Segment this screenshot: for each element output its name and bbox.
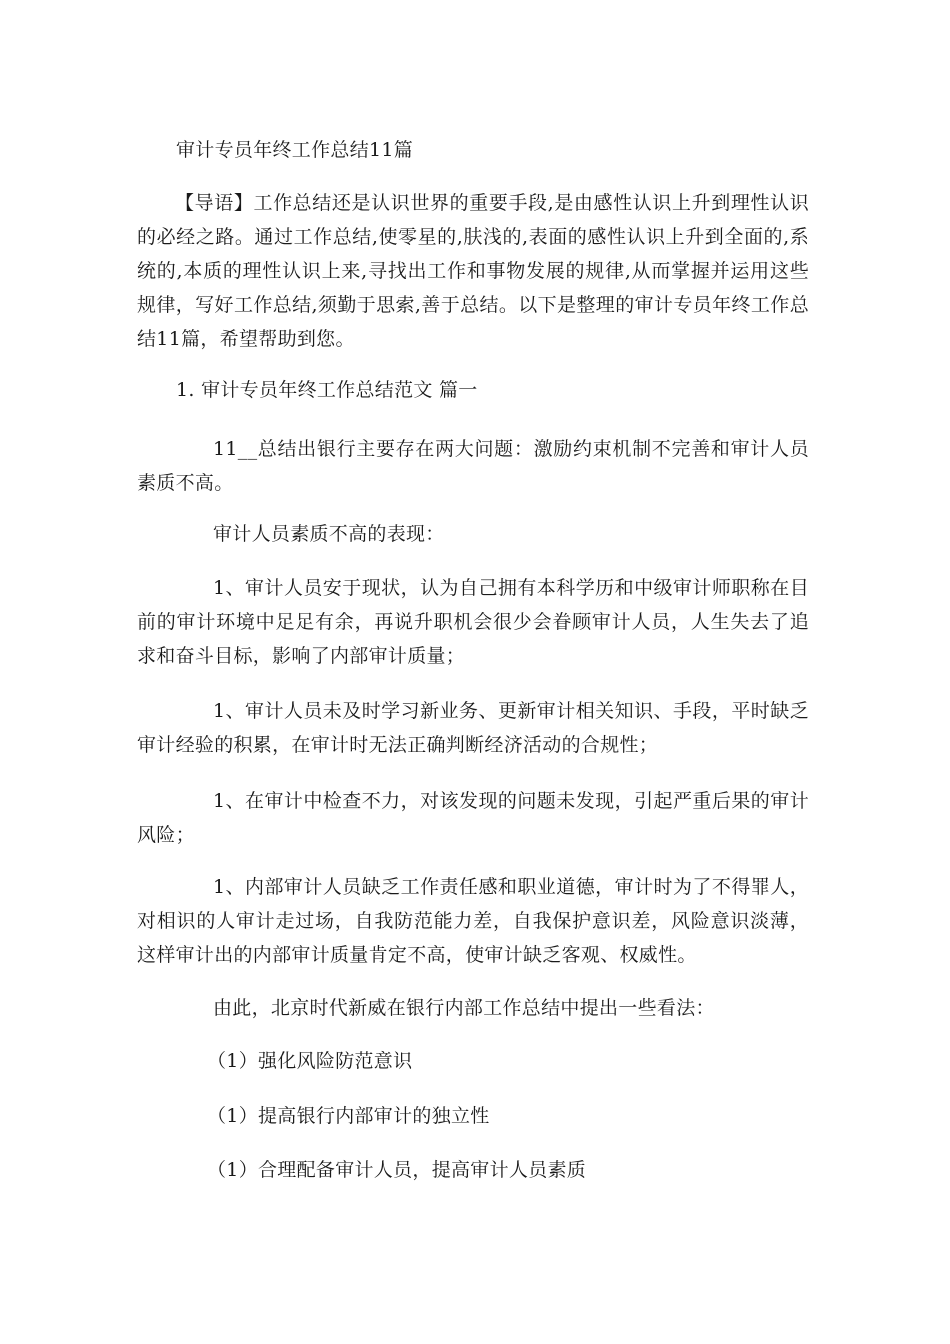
paragraph-problems: 11__总结出银行主要存在两大问题：激励约束机制不完善和审计人员素质不高。 bbox=[137, 438, 809, 494]
paragraph-symptom-3: 1、在审计中检查不力，对该发现的问题未发现，引起严重后果的审计风险； bbox=[137, 790, 809, 846]
list-item: （1）提高银行内部审计的独立性 bbox=[207, 1105, 490, 1127]
paragraph-symptom-4: 1、内部审计人员缺乏工作责任感和职业道德，审计时为了不得罪人，对相识的人审计走过场，自我防范能力差，自我保护意识差，风险意识淡薄，这样审计出的内部审计质量肯定不高，使审计缺乏客观、权威性。 bbox=[137, 876, 809, 966]
paragraph-symptom-2: 1、审计人员未及时学习新业务、更新审计相关知识、手段，平时缺乏审计经验的积累，在审计时无法正确判断经济活动的合规性； bbox=[137, 700, 809, 756]
list-item: （1）强化风险防范意识 bbox=[207, 1050, 413, 1072]
paragraph-conclusion: 由此，北京时代新威在银行内部工作总结中提出一些看法： bbox=[213, 997, 715, 1019]
document-title: 审计专员年终工作总结11篇 bbox=[176, 139, 414, 161]
section-heading: 1. 审计专员年终工作总结范文 篇一 bbox=[176, 379, 478, 401]
paragraph-symptoms-heading: 审计人员素质不高的表现： bbox=[213, 523, 445, 545]
intro-paragraph: 【导语】工作总结还是认识世界的重要手段,是由感性认识上升到理性认识的必经之路。通过工作总结,使零星的,肤浅的,表面的感性认识上升到全面的,系统的,本质的理性认识上来,寻找出工作和事物发展的规律,从而掌握并运用这些规律，写好工作总结,须勤于思索,善于总结。以下是整理的审计专员年终工作总结11篇，希望帮助到您。 bbox=[137, 192, 809, 350]
paragraph-symptom-1: 1、审计人员安于现状，认为自己拥有本科学历和中级审计师职称在目前的审计环境中足足有余，再说升职机会很少会眷顾审计人员，人生失去了追求和奋斗目标，影响了内部审计质量； bbox=[137, 577, 809, 667]
list-item: （1）合理配备审计人员，提高审计人员素质 bbox=[207, 1159, 587, 1181]
